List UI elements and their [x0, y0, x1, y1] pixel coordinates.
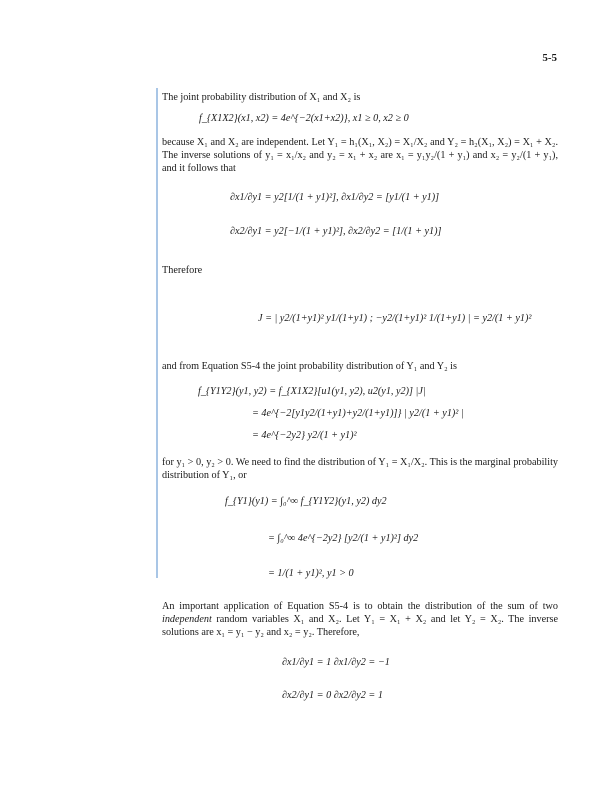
- equation-marginal-1: f_{Y1}(y1) = ∫₀^∞ f_{Y1Y2}(y1, y2) dy2: [225, 496, 387, 507]
- paragraph-joint-y: and from Equation S5-4 the joint probability distribution of Y₁ and Y₂ is: [162, 361, 457, 372]
- paragraph-intro: The joint probability distribution of X₁ and X₂ is: [162, 92, 361, 103]
- paragraph-transformation: because X₁ and X₂ are independent. Let Y₁ = h₁(X₁, X₂) = X₁/X₂ and Y₂ = h₂(X₁, X₂) = X₁ + X₂. The inverse solutions of y₁ = x₁/x₂ and y₂ = x₁ + x₂ are x₁ = y₁y₂/(1 + y₁) and x₂ = y₂/(1 + y₁), and it follows that: [162, 137, 558, 175]
- equation-sum-partials-2: ∂x2/∂y1 = 0 ∂x2/∂y2 = 1: [282, 690, 383, 701]
- emphasis-independent: independent: [162, 614, 212, 626]
- paragraph-marginal: for y₁ > 0, y₂ > 0. We need to find the distribution of Y₁ = X₁/X₂. This is the marginal probability distribution of Y₁, or: [162, 457, 558, 482]
- equation-partials-2: ∂x2/∂y1 = y2[−1/(1 + y1)²], ∂x2/∂y2 = [1/(1 + y1)]: [230, 226, 442, 237]
- label-therefore: Therefore: [162, 265, 203, 276]
- paragraph-sum-part-b: random variables X₁ and X₂. Let Y₁ = X₁ + X₂ and let Y₂ = X₂. The inverse solutions are x₁ = y₁ − y₂ and x₂ = y₂. Therefore,: [162, 614, 558, 639]
- equation-transformed-2: = 4e^{−2[y1y2/(1+y1)+y2/(1+y1)]} | y2/(1 + y1)² |: [252, 408, 464, 419]
- paragraph-sum-application: [162, 600, 558, 640]
- equation-transformed-3: = 4e^{−2y2} y2/(1 + y1)²: [252, 430, 357, 441]
- equation-sum-partials-1: ∂x1/∂y1 = 1 ∂x1/∂y2 = −1: [282, 657, 390, 668]
- paragraph-sum-part-a: An important application of Equation S5-4 is to obtain the distribution of the sum of two: [162, 601, 558, 612]
- margin-bar: [156, 88, 158, 578]
- equation-marginal-2: = ∫₀^∞ 4e^{−2y2} [y2/(1 + y1)²] dy2: [268, 533, 419, 544]
- equation-partials-1: ∂x1/∂y1 = y2[1/(1 + y1)²], ∂x1/∂y2 = [y1/(1 + y1)]: [230, 192, 440, 203]
- equation-marginal-3: = 1/(1 + y1)², y1 > 0: [268, 568, 354, 579]
- page-number: 5-5: [542, 52, 557, 64]
- equation-transformed-1: f_{Y1Y2}(y1, y2) = f_{X1X2}[u1(y1, y2), u2(y1, y2)] |J|: [198, 386, 426, 397]
- equation-jacobian: J = | y2/(1+y1)² y1/(1+y1) ; −y2/(1+y1)² 1/(1+y1) | = y2/(1 + y1)²: [258, 313, 532, 324]
- equation-joint-pdf: f_{X1X2}(x1, x2) = 4e^{−2(x1+x2)}, x1 ≥ 0, x2 ≥ 0: [199, 113, 409, 124]
